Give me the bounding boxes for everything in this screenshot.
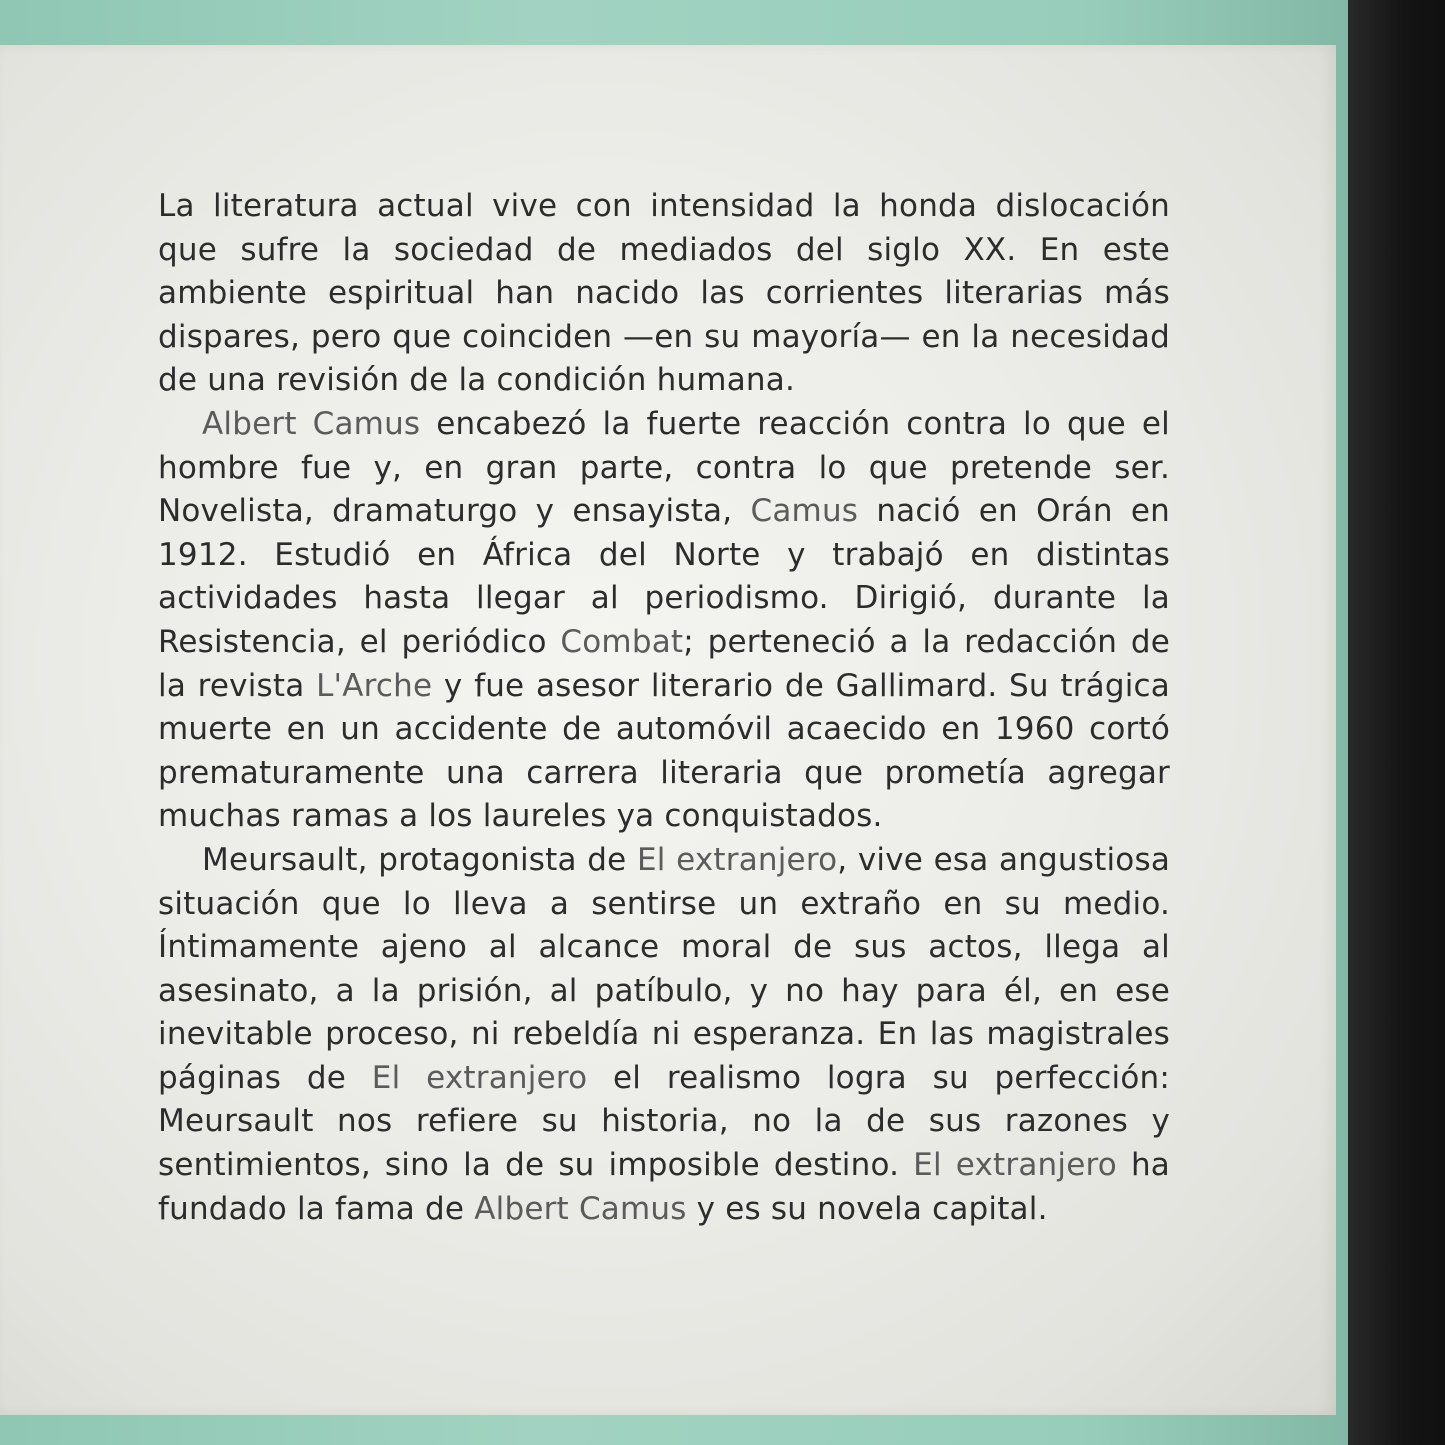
back-cover-blurb	[158, 185, 1170, 1231]
novel-title-2: El extranjero	[371, 1059, 588, 1096]
newspaper-title: Combat	[560, 623, 684, 660]
text-panel	[0, 45, 1336, 1415]
novel-title-1: El extranjero	[636, 841, 838, 878]
novel-text-2: , vive esa angustiosa situación que lo lleva a sentirse un extraño en su medio. Íntimamente ajeno al alcance moral de sus actos, llega al asesinato, a la prisión, al patíbulo, y no hay para él, en ese inevitable proceso, ni rebeldía ni esperanza. En las magistrales páginas de	[158, 841, 1171, 1096]
paragraph-author	[158, 403, 1170, 839]
paragraph-novel	[158, 839, 1170, 1231]
novel-text-4: ha fundado la fama de	[158, 1147, 1170, 1227]
author-text-2: nació en Orán en 1912. Estudió en África del Norte y trabajó en distintas actividades hasta llegar al periodismo. Dirigió, durante la Resistencia, el periódico	[158, 493, 1170, 660]
novel-text-5: y es su novela capital.	[686, 1190, 1048, 1227]
novel-text-1: Meursault, protagonista de	[202, 841, 637, 878]
author-text-3: ; perteneció a la redacción de la revista	[158, 623, 1170, 704]
novel-text-3: el realismo logra su perfección: Meursault nos refiere su historia, no la de sus razones y sentimientos, sino la de su imposible destino.	[158, 1059, 1170, 1184]
author-name: Albert Camus	[202, 405, 421, 442]
author-surname: Camus	[750, 493, 859, 530]
intro-text: La literatura actual vive con intensidad la honda dislocación que sufre la sociedad de mediados del siglo XX. En este ambiente espiritual han nacido las corrientes literarias más dispares, pero que coinciden —en su mayoría— en la necesidad de una revisión de la condición humana.	[158, 188, 1170, 399]
novel-author: Albert Camus	[474, 1190, 687, 1227]
author-text-4: y fue asesor literario de Gallimard. Su trágica muerte en un accidente de automóvil acaecido en 1960 cortó prematuramente una carrera literaria que prometía agregar muchas ramas a los laureles ya conquistados.	[158, 667, 1170, 835]
magazine-title: L'Arche	[316, 667, 433, 704]
dark-background-edge	[1345, 0, 1445, 1445]
author-text-1: encabezó la fuerte reacción contra lo que el hombre fue y, en gran parte, contra lo que pretende ser. Novelista, dramaturgo y ensayista,	[158, 405, 1170, 530]
novel-title-3: El extranjero	[913, 1147, 1117, 1184]
paragraph-intro	[158, 185, 1170, 403]
